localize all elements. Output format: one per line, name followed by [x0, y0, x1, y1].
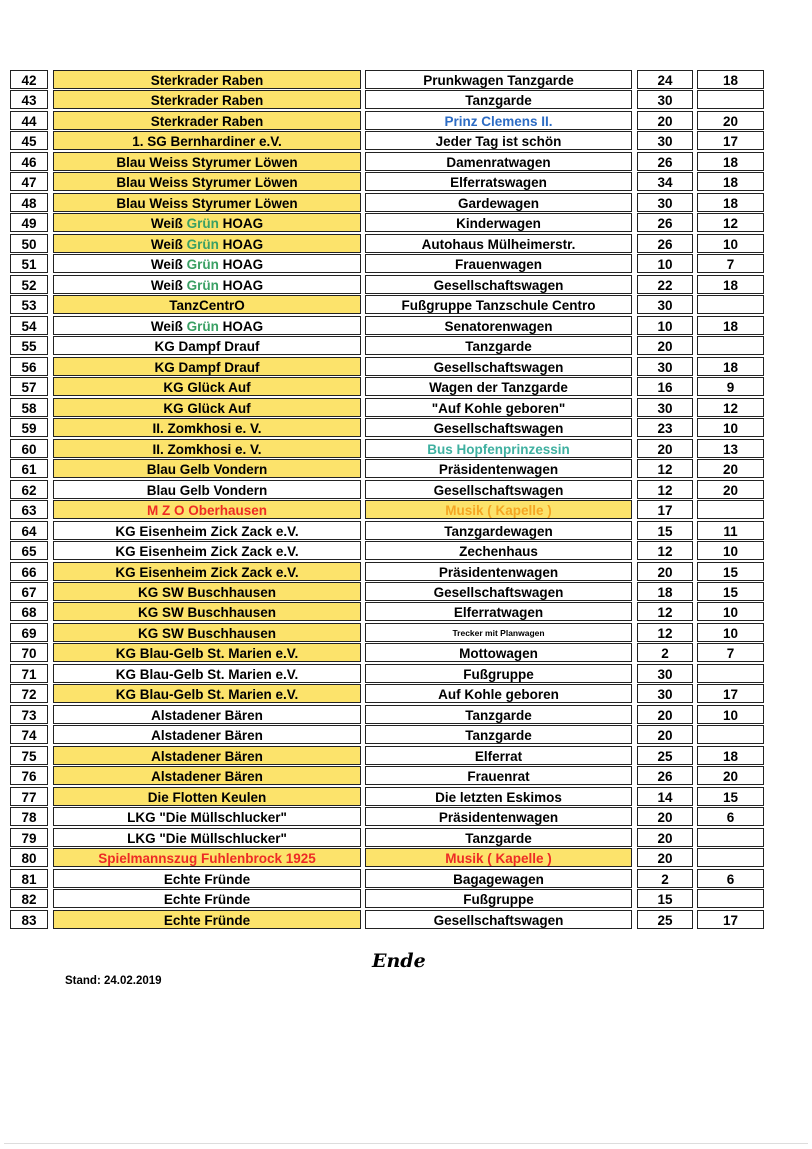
row-number: 57 [10, 377, 48, 396]
club-name: LKG "Die Müllschlucker" [53, 807, 361, 826]
club-name-green-part: Grün [182, 318, 219, 334]
count-a: 15 [637, 521, 693, 540]
count-b [697, 500, 764, 519]
club-name: KG Dampf Drauf [53, 336, 361, 355]
table-row [0, 418, 812, 438]
count-a: 24 [637, 70, 693, 89]
wagon-name: Elferrat [365, 746, 632, 765]
count-b [697, 295, 764, 314]
table-row [0, 664, 812, 684]
table-row [0, 541, 812, 561]
club-name: KG Eisenheim Zick Zack e.V. [53, 562, 361, 581]
count-b: 11 [697, 521, 764, 540]
count-b: 17 [697, 684, 764, 703]
club-name: Blau Weiss Styrumer Löwen [53, 152, 361, 171]
count-b [697, 336, 764, 355]
club-name [53, 316, 361, 335]
club-name: KG Blau-Gelb St. Marien e.V. [53, 664, 361, 683]
club-name: 1. SG Bernhardiner e.V. [53, 131, 361, 150]
row-number: 83 [10, 910, 48, 929]
count-a: 10 [637, 316, 693, 335]
wagon-name: Musik ( Kapelle ) [365, 848, 632, 867]
row-number: 42 [10, 70, 48, 89]
count-b: 10 [697, 602, 764, 621]
wagon-name: Jeder Tag ist schön [365, 131, 632, 150]
table-row [0, 807, 812, 827]
count-b: 12 [697, 398, 764, 417]
club-name: Alstadener Bären [53, 705, 361, 724]
count-b: 10 [697, 705, 764, 724]
count-a: 30 [637, 398, 693, 417]
row-number: 66 [10, 562, 48, 581]
count-a: 12 [637, 541, 693, 560]
count-a: 34 [637, 172, 693, 191]
row-number: 53 [10, 295, 48, 314]
wagon-name: Gesellschaftswagen [365, 910, 632, 929]
table-row [0, 254, 812, 274]
table-row [0, 439, 812, 459]
count-b: 13 [697, 439, 764, 458]
wagon-name: Gesellschaftswagen [365, 275, 632, 294]
row-number: 75 [10, 746, 48, 765]
row-number: 46 [10, 152, 48, 171]
count-b: 18 [697, 316, 764, 335]
club-name: Sterkrader Raben [53, 90, 361, 109]
table-row [0, 172, 812, 192]
table-row [0, 787, 812, 807]
count-a: 20 [637, 336, 693, 355]
club-name: Echte Fründe [53, 869, 361, 888]
wagon-name: Gesellschaftswagen [365, 418, 632, 437]
wagon-name: Gesellschaftswagen [365, 480, 632, 499]
count-b: 10 [697, 623, 764, 642]
wagon-name: Senatorenwagen [365, 316, 632, 335]
table-row [0, 275, 812, 295]
wagon-name: Auf Kohle geboren [365, 684, 632, 703]
club-name: KG SW Buschhausen [53, 582, 361, 601]
wagon-name: Damenratwagen [365, 152, 632, 171]
table-row [0, 131, 812, 151]
table-row [0, 848, 812, 868]
row-number: 52 [10, 275, 48, 294]
count-b: 18 [697, 193, 764, 212]
club-name-part: Weiß [150, 318, 183, 334]
row-number: 51 [10, 254, 48, 273]
count-a: 16 [637, 377, 693, 396]
row-number: 71 [10, 664, 48, 683]
club-name [53, 234, 361, 253]
row-number: 48 [10, 193, 48, 212]
row-number: 44 [10, 111, 48, 130]
row-number: 77 [10, 787, 48, 806]
club-name: Blau Weiss Styrumer Löwen [53, 193, 361, 212]
row-number: 61 [10, 459, 48, 478]
count-b: 10 [697, 234, 764, 253]
count-a: 20 [637, 562, 693, 581]
wagon-name: Autohaus Mülheimerstr. [365, 234, 632, 253]
club-name: Sterkrader Raben [53, 111, 361, 130]
wagon-name: Fußgruppe [365, 889, 632, 908]
count-a: 25 [637, 910, 693, 929]
row-number: 68 [10, 602, 48, 621]
club-name-part: HOAG [218, 216, 264, 232]
count-a: 20 [637, 848, 693, 867]
count-b: 18 [697, 152, 764, 171]
club-name [53, 275, 361, 294]
count-a: 12 [637, 459, 693, 478]
count-b: 10 [697, 541, 764, 560]
table-row [0, 480, 812, 500]
row-number: 82 [10, 889, 48, 908]
count-a: 2 [637, 643, 693, 662]
row-number: 45 [10, 131, 48, 150]
row-number: 56 [10, 357, 48, 376]
count-a: 26 [637, 234, 693, 253]
row-number: 55 [10, 336, 48, 355]
count-b: 18 [697, 746, 764, 765]
count-b [697, 889, 764, 908]
wagon-name: Tanzgarde [365, 90, 632, 109]
count-a: 30 [637, 664, 693, 683]
club-name: Echte Fründe [53, 910, 361, 929]
count-b: 20 [697, 766, 764, 785]
row-number: 65 [10, 541, 48, 560]
club-name: KG SW Buschhausen [53, 623, 361, 642]
club-name-green-part: Grün [182, 216, 219, 232]
row-number: 50 [10, 234, 48, 253]
row-number: 69 [10, 623, 48, 642]
count-b [697, 828, 764, 847]
count-a: 20 [637, 439, 693, 458]
club-name: Echte Fründe [53, 889, 361, 908]
count-b: 18 [697, 275, 764, 294]
count-a: 30 [637, 193, 693, 212]
count-a: 26 [637, 213, 693, 232]
row-number: 43 [10, 90, 48, 109]
wagon-name: Kinderwagen [365, 213, 632, 232]
count-a: 22 [637, 275, 693, 294]
club-name [53, 254, 361, 273]
count-a: 30 [637, 295, 693, 314]
count-a: 2 [637, 869, 693, 888]
count-b: 20 [697, 459, 764, 478]
count-b [697, 664, 764, 683]
row-number: 81 [10, 869, 48, 888]
count-a: 30 [637, 90, 693, 109]
table-row [0, 213, 812, 233]
club-name: Blau Weiss Styrumer Löwen [53, 172, 361, 191]
count-b: 20 [697, 111, 764, 130]
club-name-part: HOAG [218, 236, 264, 252]
wagon-name: Tanzgarde [365, 336, 632, 355]
count-b: 15 [697, 582, 764, 601]
row-number: 58 [10, 398, 48, 417]
club-name: KG Glück Auf [53, 398, 361, 417]
date-stamp: Stand: 24.02.2019 [65, 975, 162, 987]
count-b: 20 [697, 480, 764, 499]
table-row [0, 111, 812, 131]
table-row [0, 152, 812, 172]
count-a: 26 [637, 766, 693, 785]
count-b: 9 [697, 377, 764, 396]
wagon-name: Fußgruppe Tanzschule Centro [365, 295, 632, 314]
club-name-part: HOAG [218, 257, 264, 273]
club-name: KG Blau-Gelb St. Marien e.V. [53, 684, 361, 703]
count-b: 12 [697, 213, 764, 232]
wagon-name: Präsidentenwagen [365, 807, 632, 826]
count-a: 30 [637, 357, 693, 376]
table-row [0, 725, 812, 745]
club-name: TanzCentrO [53, 295, 361, 314]
club-name: Alstadener Bären [53, 725, 361, 744]
row-number: 70 [10, 643, 48, 662]
table-row [0, 889, 812, 909]
count-a: 20 [637, 725, 693, 744]
table-row [0, 582, 812, 602]
count-b: 6 [697, 807, 764, 826]
count-a: 26 [637, 152, 693, 171]
count-b: 18 [697, 357, 764, 376]
wagon-name: Wagen der Tanzgarde [365, 377, 632, 396]
table-row [0, 234, 812, 254]
table-row [0, 90, 812, 110]
count-b [697, 848, 764, 867]
count-a: 25 [637, 746, 693, 765]
count-a: 20 [637, 111, 693, 130]
row-number: 78 [10, 807, 48, 826]
club-name-part: Weiß [150, 216, 183, 232]
table-row [0, 295, 812, 315]
count-a: 20 [637, 828, 693, 847]
wagon-name: Elferratwagen [365, 602, 632, 621]
wagon-name: Elferratswagen [365, 172, 632, 191]
club-name: LKG "Die Müllschlucker" [53, 828, 361, 847]
table-row [0, 562, 812, 582]
table-row [0, 623, 812, 643]
wagon-name: Tanzgardewagen [365, 521, 632, 540]
wagon-name: Tanzgarde [365, 828, 632, 847]
club-name: KG Eisenheim Zick Zack e.V. [53, 521, 361, 540]
table-row [0, 705, 812, 725]
count-a: 15 [637, 889, 693, 908]
footer-divider [4, 1143, 808, 1144]
row-number: 60 [10, 439, 48, 458]
club-name: KG Blau-Gelb St. Marien e.V. [53, 643, 361, 662]
club-name: Alstadener Bären [53, 766, 361, 785]
table-row [0, 398, 812, 418]
count-a: 18 [637, 582, 693, 601]
club-name: KG SW Buschhausen [53, 602, 361, 621]
club-name-part: Weiß [150, 236, 183, 252]
table-row [0, 377, 812, 397]
count-b: 7 [697, 254, 764, 273]
table-row [0, 521, 812, 541]
wagon-name: Zechenhaus [365, 541, 632, 560]
table-row [0, 643, 812, 663]
club-name-green-part: Grün [182, 236, 219, 252]
wagon-name: Mottowagen [365, 643, 632, 662]
club-name: Alstadener Bären [53, 746, 361, 765]
club-name-part: HOAG [218, 318, 264, 334]
count-b: 17 [697, 131, 764, 150]
wagon-name: Prunkwagen Tanzgarde [365, 70, 632, 89]
club-name: Spielmannszug Fuhlenbrock 1925 [53, 848, 361, 867]
count-b: 17 [697, 910, 764, 929]
row-number: 62 [10, 480, 48, 499]
count-b: 15 [697, 562, 764, 581]
count-a: 30 [637, 131, 693, 150]
club-name: Blau Gelb Vondern [53, 480, 361, 499]
club-name: M Z O Oberhausen [53, 500, 361, 519]
table-row [0, 869, 812, 889]
count-b [697, 725, 764, 744]
count-a: 23 [637, 418, 693, 437]
wagon-name: Tanzgarde [365, 725, 632, 744]
table-row [0, 459, 812, 479]
count-a: 12 [637, 623, 693, 642]
row-number: 47 [10, 172, 48, 191]
wagon-name: Bagagewagen [365, 869, 632, 888]
wagon-name: Frauenwagen [365, 254, 632, 273]
wagon-name: Trecker mit Planwagen [365, 623, 632, 642]
count-b: 18 [697, 70, 764, 89]
count-b: 7 [697, 643, 764, 662]
end-label: Ende [372, 950, 426, 972]
row-number: 73 [10, 705, 48, 724]
row-number: 74 [10, 725, 48, 744]
club-name: Sterkrader Raben [53, 70, 361, 89]
wagon-name: Fußgruppe [365, 664, 632, 683]
club-name: KG Dampf Drauf [53, 357, 361, 376]
table-row [0, 357, 812, 377]
club-name-green-part: Grün [182, 257, 219, 273]
row-number: 64 [10, 521, 48, 540]
club-name: Die Flotten Keulen [53, 787, 361, 806]
count-a: 20 [637, 807, 693, 826]
table-row [0, 316, 812, 336]
count-a: 10 [637, 254, 693, 273]
table-row [0, 766, 812, 786]
row-number: 72 [10, 684, 48, 703]
count-a: 17 [637, 500, 693, 519]
count-b: 18 [697, 172, 764, 191]
club-name-part: Weiß [150, 277, 183, 293]
wagon-name: Präsidentenwagen [365, 562, 632, 581]
row-number: 54 [10, 316, 48, 335]
table-row [0, 910, 812, 930]
club-name: Blau Gelb Vondern [53, 459, 361, 478]
wagon-name: Tanzgarde [365, 705, 632, 724]
table-row [0, 193, 812, 213]
table-row [0, 684, 812, 704]
count-a: 14 [637, 787, 693, 806]
table-row [0, 336, 812, 356]
wagon-name: Präsidentenwagen [365, 459, 632, 478]
club-name: II. Zomkhosi e. V. [53, 418, 361, 437]
count-a: 12 [637, 480, 693, 499]
count-a: 20 [637, 705, 693, 724]
wagon-name: Bus Hopfenprinzessin [365, 439, 632, 458]
club-name: KG Glück Auf [53, 377, 361, 396]
wagon-name: Prinz Clemens II. [365, 111, 632, 130]
wagon-name: Gesellschaftswagen [365, 357, 632, 376]
count-b: 10 [697, 418, 764, 437]
row-number: 63 [10, 500, 48, 519]
table-row [0, 500, 812, 520]
club-name-part: Weiß [150, 257, 183, 273]
count-b: 6 [697, 869, 764, 888]
table-row [0, 602, 812, 622]
table-row [0, 828, 812, 848]
row-number: 49 [10, 213, 48, 232]
club-name-green-part: Grün [182, 277, 219, 293]
count-b [697, 90, 764, 109]
table-row [0, 746, 812, 766]
count-a: 30 [637, 684, 693, 703]
row-number: 67 [10, 582, 48, 601]
row-number: 79 [10, 828, 48, 847]
row-number: 80 [10, 848, 48, 867]
wagon-name: Gardewagen [365, 193, 632, 212]
club-name: KG Eisenheim Zick Zack e.V. [53, 541, 361, 560]
club-name-part: HOAG [218, 277, 264, 293]
row-number: 59 [10, 418, 48, 437]
table-row [0, 70, 812, 90]
row-number: 76 [10, 766, 48, 785]
wagon-name: Die letzten Eskimos [365, 787, 632, 806]
wagon-name: Gesellschaftswagen [365, 582, 632, 601]
club-name: II. Zomkhosi e. V. [53, 439, 361, 458]
count-a: 12 [637, 602, 693, 621]
wagon-name: "Auf Kohle geboren" [365, 398, 632, 417]
wagon-name: Frauenrat [365, 766, 632, 785]
count-b: 15 [697, 787, 764, 806]
wagon-name: Musik ( Kapelle ) [365, 500, 632, 519]
club-name [53, 213, 361, 232]
